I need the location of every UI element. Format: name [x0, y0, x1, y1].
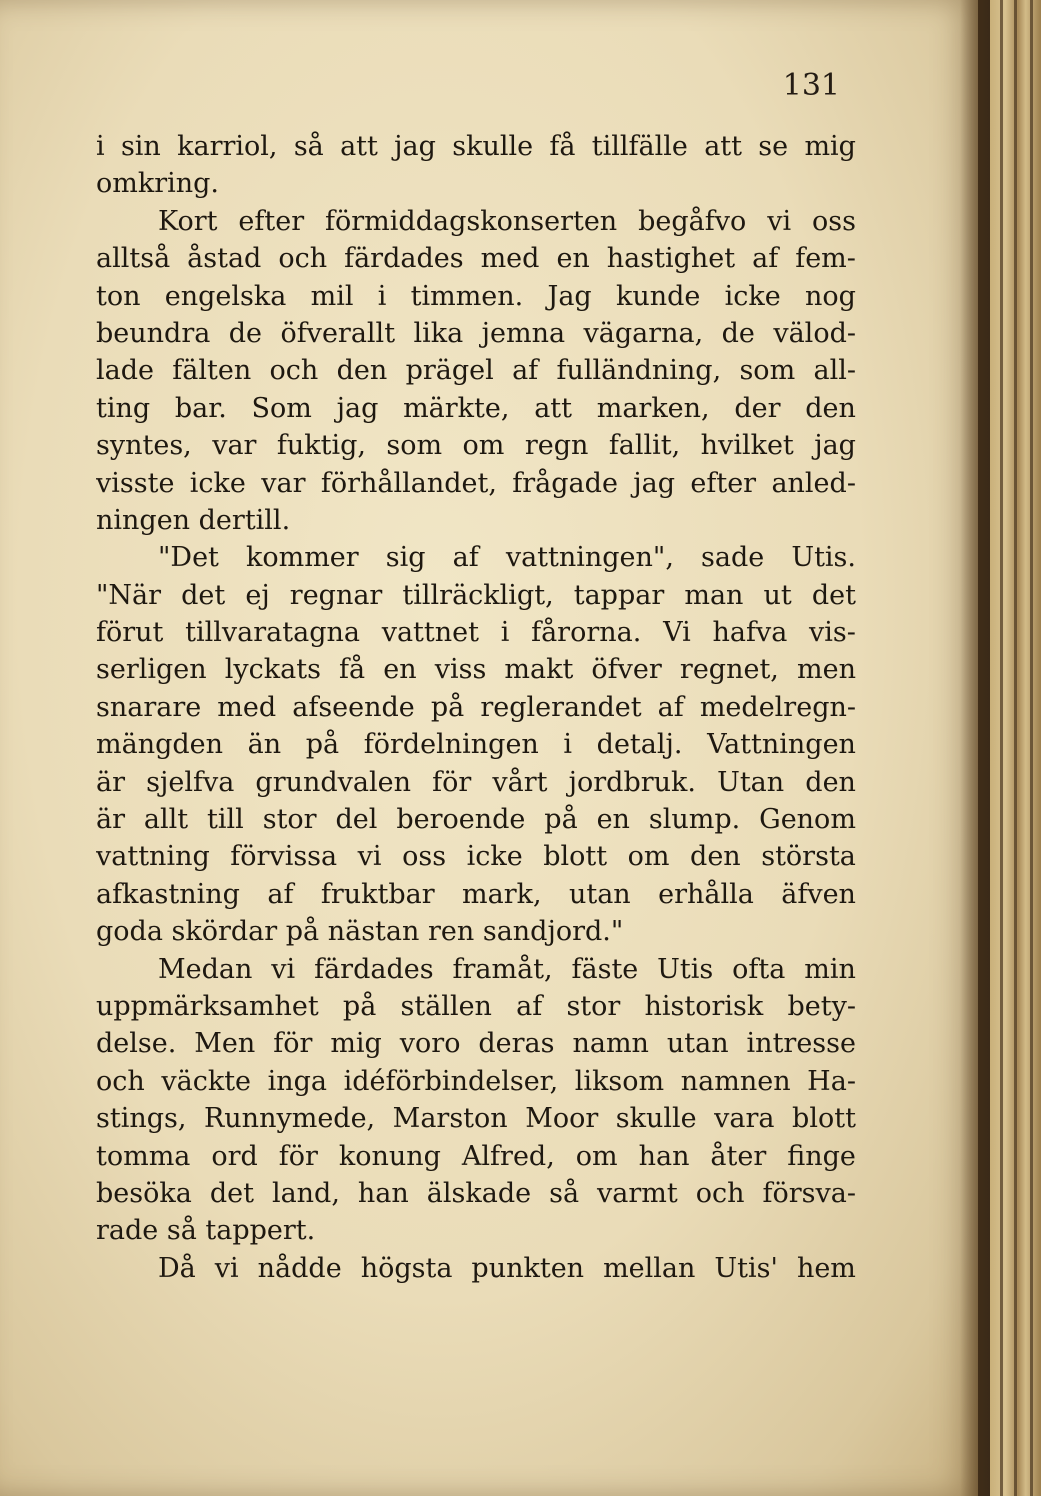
page-number: 131: [782, 68, 840, 103]
text-line: tomma ord för konung Alfred, om han åter finge: [96, 1140, 856, 1172]
page-edge-line: [1014, 0, 1017, 1496]
text-line: är allt till stor del beroende på en slump. Genom: [96, 804, 856, 836]
body-text: [96, 128, 856, 1287]
text-line: alltså åstad och färdades med en hastighet af fem-: [96, 243, 856, 275]
text-line: afkastning af fruktbar mark, utan erhålla äfven: [96, 878, 856, 910]
text-line: "När det ej regnar tillräckligt, tappar man ut det: [96, 579, 856, 611]
text-line: visste icke var förhållandet, frågade jag efter anled-: [96, 467, 856, 499]
text-line: förut tillvaratagna vattnet i fårorna. Vi hafva vis-: [96, 617, 856, 649]
text-line: vattning förvissa vi oss icke blott om den största: [96, 841, 856, 873]
text-line: rade så tappert.: [96, 1215, 316, 1247]
text-line: beundra de öfverallt lika jemna vägarna, de välod-: [96, 317, 856, 349]
text-line: uppmärksamhet på ställen af stor historisk bety-: [96, 990, 856, 1022]
text-line: i sin karriol, så att jag skulle få tillfälle att se mig: [96, 131, 856, 162]
text-line: "Det kommer sig af vattningen", sade Utis.: [158, 542, 856, 574]
text-line: delse. Men för mig voro deras namn utan intresse: [96, 1028, 856, 1060]
book-gutter: [960, 0, 990, 1496]
text-line: ningen dertill.: [96, 504, 291, 536]
text-line: ton engelska mil i timmen. Jag kunde icke nog: [96, 280, 856, 312]
adjacent-page-edges: [990, 0, 1041, 1496]
text-line: ting bar. Som jag märkte, att marken, der den: [96, 392, 856, 424]
text-line: besöka det land, han älskade så varmt och försva-: [96, 1177, 856, 1209]
text-line: mängden än på fördelningen i detalj. Vattningen: [96, 729, 856, 761]
text-line: omkring.: [96, 168, 220, 200]
text-line: snarare med afseende på reglerandet af medelregn-: [96, 691, 856, 723]
text-line: Då vi nådde högsta punkten mellan Utis' hem: [158, 1252, 856, 1284]
text-line: lade fälten och den prägel af fulländning, som all-: [96, 355, 856, 387]
text-line: serligen lyckats få en viss makt öfver regnet, men: [96, 654, 856, 686]
text-line: stings, Runnymede, Marston Moor skulle vara blott: [96, 1103, 856, 1135]
page-edge-line: [1000, 0, 1003, 1496]
text-line: Kort efter förmiddagskonserten begåfvo vi oss: [158, 205, 856, 237]
text-line: är sjelfva grundvalen för vårt jordbruk. Utan den: [96, 766, 856, 798]
text-line: goda skördar på nästan ren sandjord.": [96, 916, 624, 948]
page-edge-line: [1030, 0, 1033, 1496]
text-line: och väckte inga idéförbindelser, liksom namnen Ha-: [96, 1065, 856, 1097]
text-line: syntes, var fuktig, som om regn fallit, hvilket jag: [96, 430, 856, 462]
text-line: Medan vi färdades framåt, fäste Utis ofta min: [158, 953, 856, 985]
